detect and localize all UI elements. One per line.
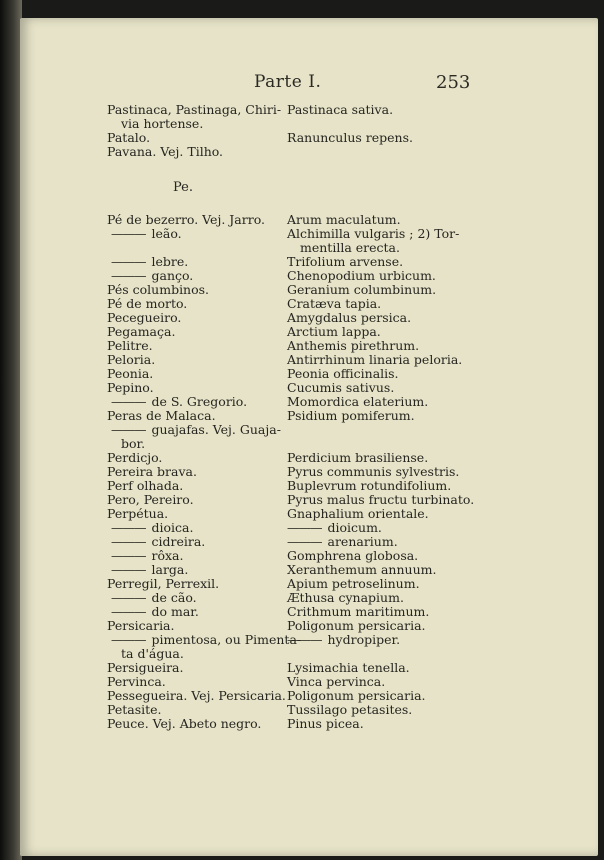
latin-name: Pyrus malus fructu turbinato. (287, 492, 475, 507)
latin-name: Cucumis sativus. (287, 380, 395, 395)
latin-name: Tussilago petasites. (287, 702, 413, 717)
glossary-row (0, 104, 604, 118)
portuguese-name: Perpétua. (107, 506, 169, 521)
latin-name: Antirrhinum linaria peloria. (287, 352, 463, 367)
portuguese-name: Pastinaca, Pastinaga, Chiri- (107, 102, 282, 117)
latin-name: Alchimilla vulgaris ; 2) Tor- (287, 226, 460, 241)
portuguese-name: Pé de morto. (107, 296, 188, 311)
page-number: 253 (436, 72, 471, 93)
latin-name: Pastinaca sativa. (287, 102, 394, 117)
portuguese-name: Peras de Malaca. (107, 408, 216, 423)
latin-name: Vinca pervinca. (287, 674, 386, 689)
latin-name: ——— dioicum. (287, 522, 382, 535)
latin-name: Pinus picea. (287, 716, 364, 731)
glossary-row (0, 146, 604, 160)
portuguese-name: ——— de cão. (111, 592, 197, 605)
latin-name: Geranium columbinum. (287, 282, 437, 297)
latin-name: Buplevrum rotundifolium. (287, 478, 452, 493)
portuguese-name: Perf olhada. (107, 478, 184, 493)
portuguese-name: ——— de S. Gregorio. (111, 396, 247, 409)
portuguese-name: ——— larga. (111, 564, 188, 577)
latin-name: Poligonum persicaria. (287, 688, 426, 703)
glossary-row (0, 718, 604, 732)
portuguese-name: Pelitre. (107, 338, 153, 353)
latin-name: Arum maculatum. (287, 212, 401, 227)
portuguese-name: ——— lebre. (111, 256, 188, 269)
portuguese-name: Perdicjo. (107, 450, 163, 465)
latin-name: Anthemis pirethrum. (287, 338, 420, 353)
latin-name: Pyrus communis sylvestris. (287, 464, 460, 479)
latin-name: mentilla erecta. (300, 240, 400, 255)
portuguese-name: Perregil, Perrexil. (107, 576, 220, 591)
latin-name: Gnaphalium orientale. (287, 506, 429, 521)
latin-name: Crithmum maritimum. (287, 604, 430, 619)
latin-name: Momordica elaterium. (287, 394, 429, 409)
portuguese-name: Petasite. (107, 702, 162, 717)
latin-name: Trifolium arvense. (287, 254, 404, 269)
glossary-row (0, 132, 604, 146)
latin-name: Cratæva tapia. (287, 296, 382, 311)
portuguese-name: via hortense. (121, 116, 204, 131)
glossary-row (0, 634, 604, 648)
portuguese-name: Pés columbinos. (107, 282, 210, 297)
portuguese-name: Pero, Pereiro. (107, 492, 194, 507)
portuguese-name: ——— cidreira. (111, 536, 205, 549)
latin-name: ——— hydropiper. (287, 634, 400, 647)
portuguese-name: ——— ganço. (111, 270, 193, 283)
portuguese-name: ——— guajafas. Vej. Guaja- (111, 424, 281, 437)
latin-name: Gomphrena globosa. (287, 548, 419, 563)
portuguese-name: bor. (121, 436, 146, 451)
latin-name: ——— arenarium. (287, 536, 398, 549)
latin-name: Peonia officinalis. (287, 366, 399, 381)
latin-name: Æthusa cynapium. (287, 590, 404, 605)
latin-name: Arctium lappa. (287, 324, 381, 339)
portuguese-name: Persigueira. (107, 660, 184, 675)
latin-name: Poligonum persicaria. (287, 618, 426, 633)
latin-name: Lysimachia tenella. (287, 660, 410, 675)
latin-name: Chenopodium urbicum. (287, 268, 436, 283)
running-header-title: Parte I. (254, 72, 322, 92)
portuguese-name: Pecegueiro. (107, 310, 182, 325)
portuguese-name: Pavana. Vej. Tilho. (107, 144, 224, 159)
latin-name: Psidium pomiferum. (287, 408, 415, 423)
portuguese-name: ——— pimentosa, ou Pimenta- (111, 634, 301, 647)
portuguese-name: Peonia. (107, 366, 154, 381)
latin-name: Amygdalus persica. (287, 310, 412, 325)
portuguese-name: Patalo. (107, 130, 151, 145)
portuguese-name: Pé de bezerro. Vej. Jarro. (107, 212, 265, 227)
portuguese-name: ta d'água. (121, 646, 184, 661)
portuguese-name: Pepino. (107, 380, 154, 395)
portuguese-name: Pervinca. (107, 674, 166, 689)
portuguese-name: ——— rôxa. (111, 550, 183, 563)
latin-name: Xeranthemum annuum. (287, 562, 437, 577)
portuguese-name: Pereira brava. (107, 464, 197, 479)
section-heading: Pe. (173, 180, 193, 195)
portuguese-name: Pegamaça. (107, 324, 176, 339)
portuguese-name: Peuce. Vej. Abeto negro. (107, 716, 262, 731)
portuguese-name: ——— do mar. (111, 606, 199, 619)
portuguese-name: Peloria. (107, 352, 156, 367)
portuguese-name: Persicaria. (107, 618, 175, 633)
portuguese-name: Pessegueira. Vej. Persicaria. (107, 688, 286, 703)
portuguese-name: ——— leão. (111, 228, 182, 241)
portuguese-name: ——— dioica. (111, 522, 193, 535)
glossary-row (0, 410, 604, 424)
latin-name: Perdicium brasiliense. (287, 450, 429, 465)
glossary-row (0, 424, 604, 438)
latin-name: Ranunculus repens. (287, 130, 414, 145)
latin-name: Apium petroselinum. (287, 576, 420, 591)
